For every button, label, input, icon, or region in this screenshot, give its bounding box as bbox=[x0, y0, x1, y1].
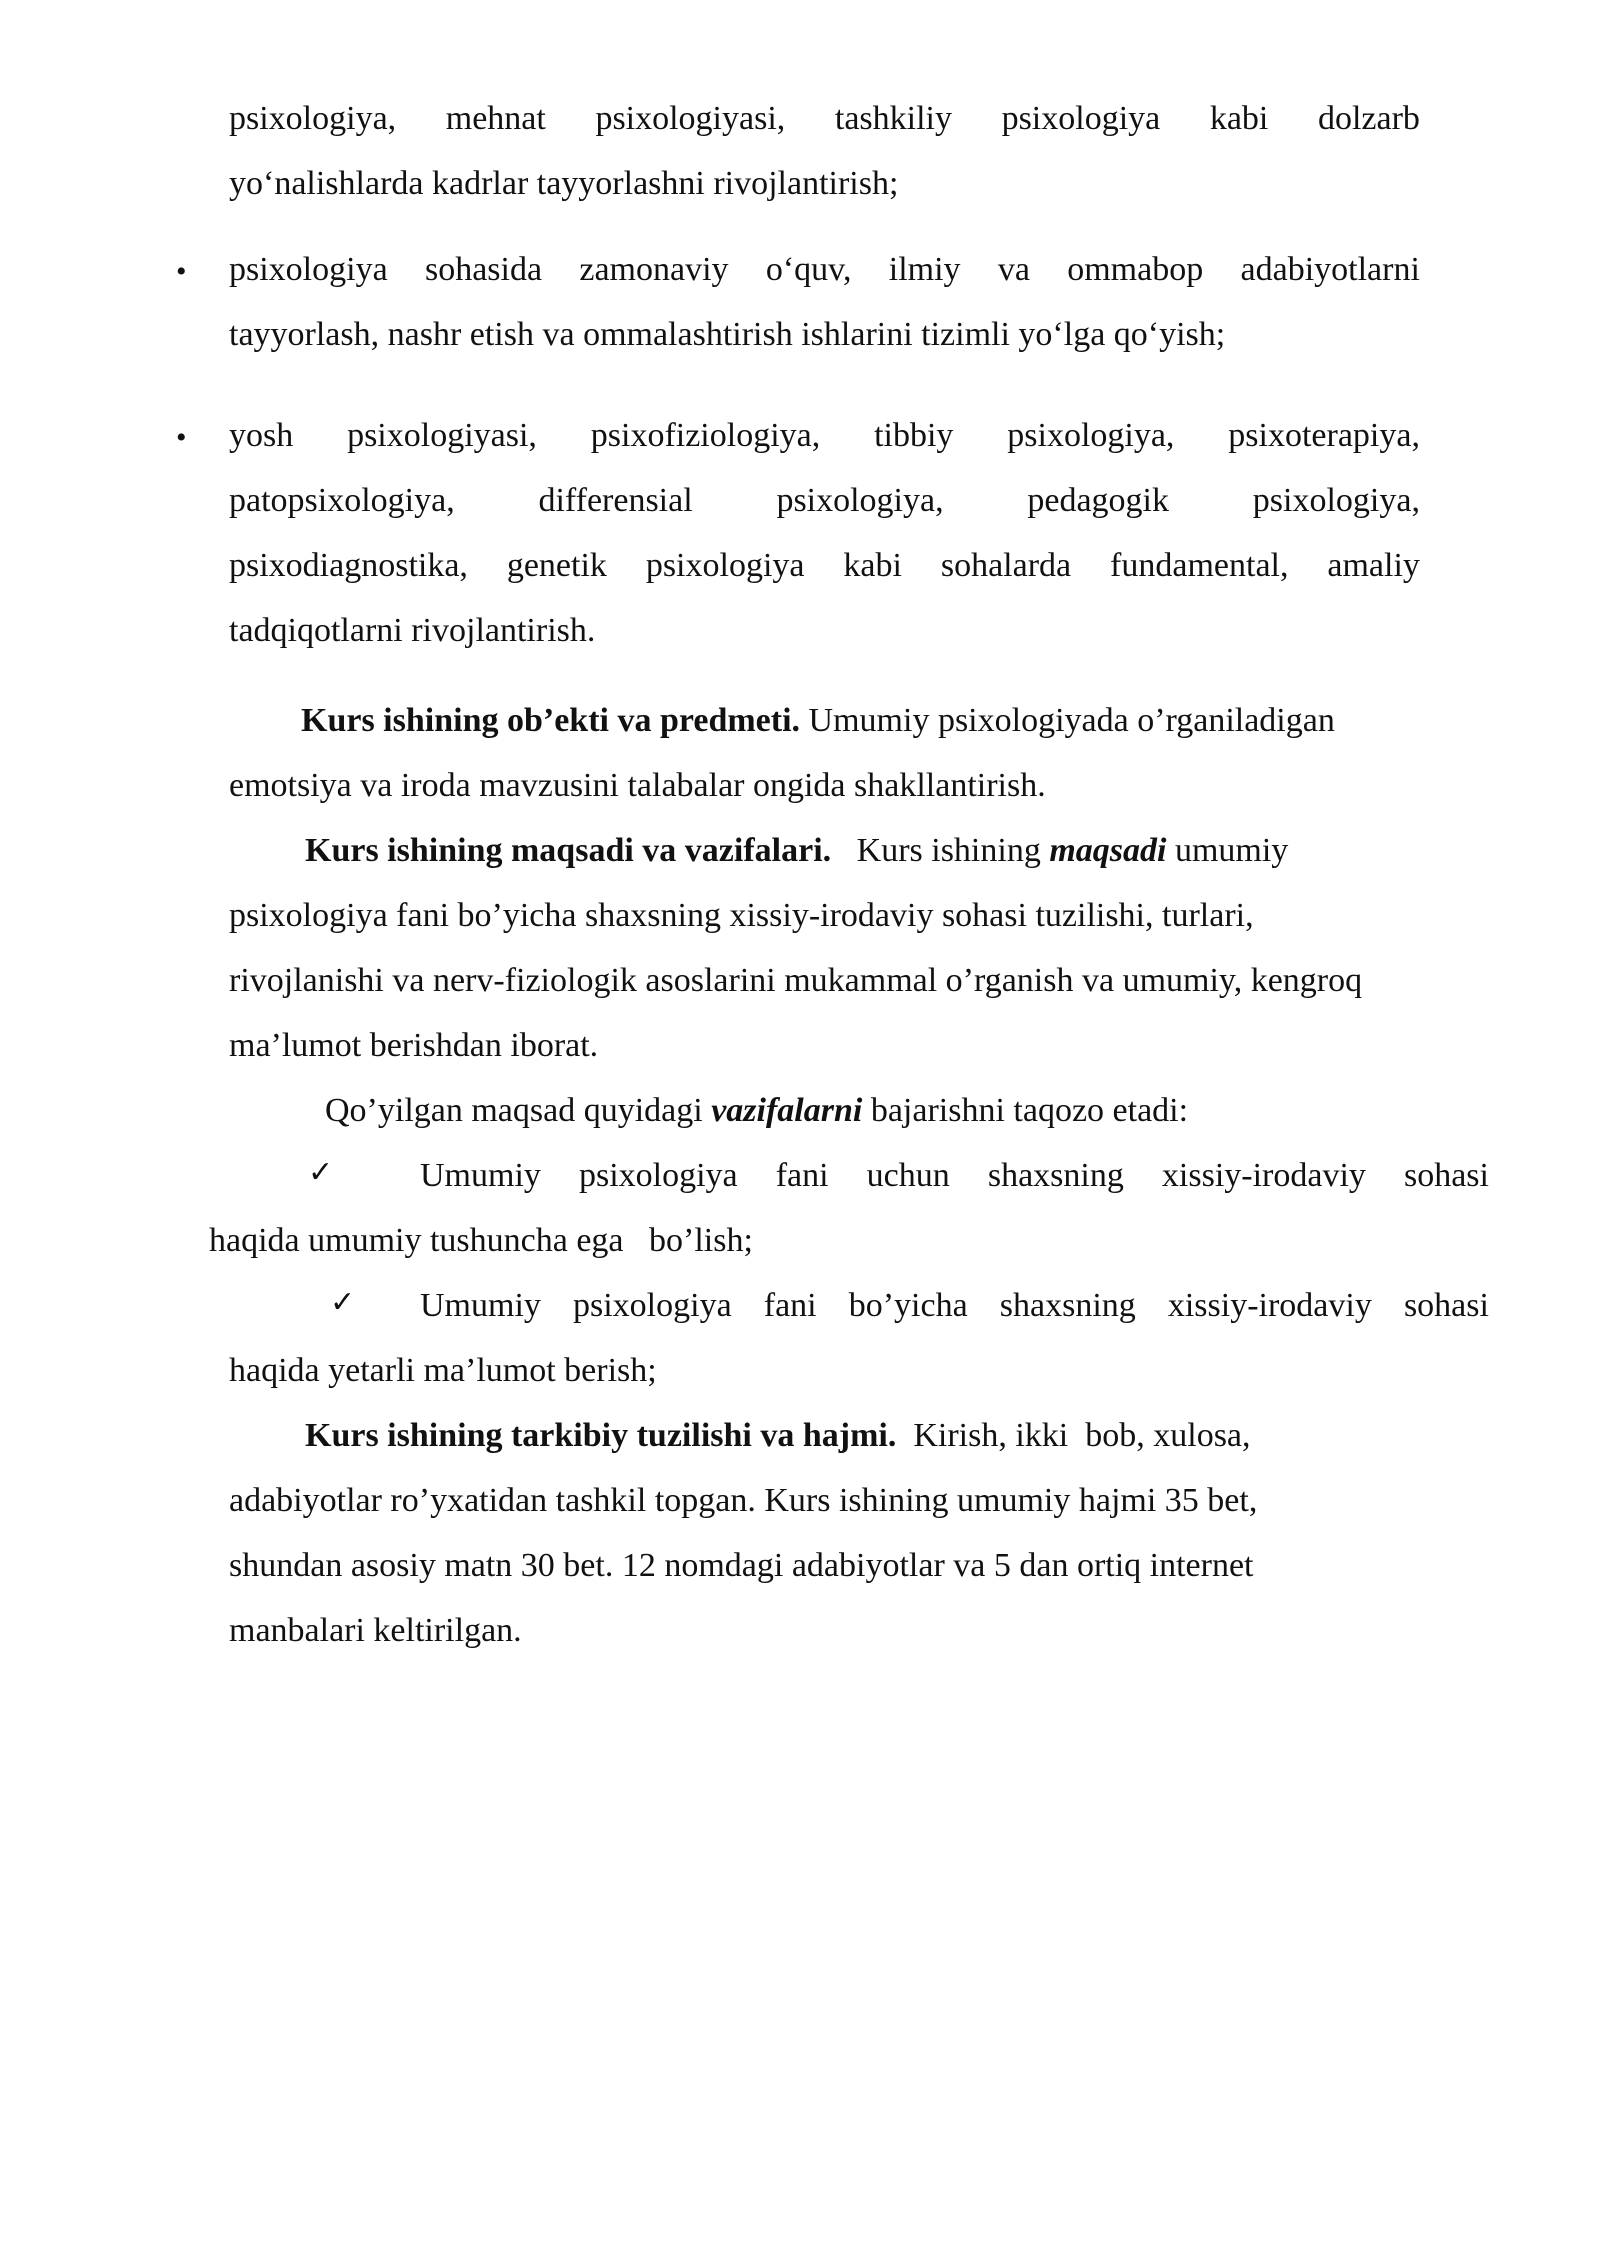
word: genetik bbox=[506, 547, 607, 584]
check-icon: ✓ bbox=[330, 1285, 356, 1320]
goal-line3: rivojlanishi va nerv-fiziologik asoslarini mukammal o’rganish va umumiy, kengroq bbox=[229, 962, 1363, 999]
bullet-item-1-line1 bbox=[229, 237, 1420, 302]
task-item-2 bbox=[229, 1273, 1489, 1403]
word: psixologiya, bbox=[1007, 417, 1175, 454]
word: yosh bbox=[229, 417, 294, 454]
word: psixoterapiya, bbox=[1228, 417, 1420, 454]
bullet-continuation-line1 bbox=[229, 86, 1420, 151]
word: sohasida bbox=[424, 251, 543, 288]
bullet-item-2 bbox=[229, 403, 1420, 663]
object-heading: Kurs ishining ob’ekti va predmeti. bbox=[301, 702, 801, 739]
word: fani bbox=[763, 1287, 817, 1324]
word: psixologiya, bbox=[229, 100, 397, 137]
tasks-intro-after: bajarishni taqozo etadi: bbox=[862, 1092, 1189, 1129]
object-paragraph bbox=[229, 688, 1489, 818]
word: va bbox=[997, 251, 1030, 288]
word: ilmiy bbox=[888, 251, 961, 288]
word: xissiy-irodaviy bbox=[1161, 1157, 1366, 1194]
word: amaliy bbox=[1327, 547, 1420, 584]
word: tashkiliy bbox=[834, 100, 952, 137]
word: psixologiyasi, bbox=[595, 100, 786, 137]
check-icon: ✓ bbox=[308, 1155, 334, 1190]
word: psixologiya bbox=[1001, 100, 1161, 137]
word: Umumiy bbox=[420, 1287, 541, 1324]
word: bo’yicha bbox=[848, 1287, 968, 1324]
word: psixodiagnostika, bbox=[229, 547, 468, 584]
word: fundamental, bbox=[1110, 547, 1289, 584]
task-item-2-line2: haqida yetarli ma’lumot berish; bbox=[229, 1352, 657, 1389]
word: shaxsning bbox=[999, 1287, 1136, 1324]
task-item-2-line1 bbox=[420, 1273, 1489, 1338]
structure-line2: adabiyotlar ro’yxatidan tashkil topgan. Kurs ishining umumiy hajmi 35 bet, bbox=[229, 1482, 1258, 1519]
bullet-item-2-line4: tadqiqotlarni rivojlantirish. bbox=[229, 612, 596, 649]
word: ommabop bbox=[1067, 251, 1204, 288]
word: psixologiya bbox=[645, 547, 805, 584]
bullet-item-1-line2: tayyorlash, nashr etish va ommalashtirish ishlarini tizimli yo‘lga qo‘yish; bbox=[229, 316, 1226, 353]
bullet-item-2-line3 bbox=[229, 533, 1420, 598]
word: psixologiya bbox=[573, 1287, 732, 1324]
word: o‘quv, bbox=[765, 251, 852, 288]
task-item-1-line2: haqida umumiy tushuncha ega bo’lish; bbox=[209, 1222, 753, 1259]
word: fani bbox=[775, 1157, 829, 1194]
structure-line4: manbalari keltirilgan. bbox=[229, 1612, 522, 1649]
word: kabi bbox=[1209, 100, 1269, 137]
word: sohasi bbox=[1403, 1287, 1489, 1324]
word: Umumiy bbox=[420, 1157, 541, 1194]
word: differensial bbox=[538, 482, 693, 519]
bullet-item-1 bbox=[229, 237, 1420, 367]
word: psixologiya bbox=[578, 1157, 738, 1194]
object-text-line2: emotsiya va iroda mavzusini talabalar ongida shakllantirish. bbox=[229, 767, 1046, 804]
goal-heading: Kurs ishining maqsadi va vazifalari. bbox=[305, 832, 832, 869]
bullet-item-2-line1 bbox=[229, 403, 1420, 468]
word: sohalarda bbox=[940, 547, 1072, 584]
goal-emph: maqsadi bbox=[1049, 832, 1167, 869]
object-text-line1: Umumiy psixologiyada o’rganiladigan bbox=[800, 702, 1335, 739]
word: sohasi bbox=[1403, 1157, 1489, 1194]
word: psixofiziologiya, bbox=[590, 417, 821, 454]
bullet-dot-2: • bbox=[176, 421, 187, 454]
structure-line1-text: Kirish, ikki bob, xulosa, bbox=[896, 1417, 1251, 1454]
goal-text-before: Kurs ishining bbox=[831, 832, 1050, 869]
word: psixologiya, bbox=[1252, 482, 1420, 519]
word: zamonaviy bbox=[579, 251, 729, 288]
bullet-item-2-line2 bbox=[229, 468, 1420, 533]
bullet-continuation-line2: yo‘nalishlarda kadrlar tayyorlashni rivojlantirish; bbox=[229, 165, 899, 202]
goal-paragraph bbox=[229, 818, 1489, 1078]
word: tibbiy bbox=[874, 417, 954, 454]
bullet-continuation bbox=[229, 86, 1420, 216]
bullet-dot-1: • bbox=[176, 255, 187, 288]
word: psixologiya bbox=[229, 251, 388, 288]
word: pedagogik bbox=[1027, 482, 1170, 519]
word: shaxsning bbox=[987, 1157, 1124, 1194]
task-item-1-line1 bbox=[420, 1143, 1489, 1208]
structure-paragraph bbox=[229, 1403, 1489, 1663]
task-item-1 bbox=[209, 1143, 1489, 1273]
goal-text-after: umumiy bbox=[1166, 832, 1289, 869]
word: uchun bbox=[866, 1157, 950, 1194]
structure-line3: shundan asosiy matn 30 bet. 12 nomdagi adabiyotlar va 5 dan ortiq internet bbox=[229, 1547, 1254, 1584]
word: psixologiyasi, bbox=[347, 417, 537, 454]
word: xissiy-irodaviy bbox=[1167, 1287, 1372, 1324]
goal-line4: ma’lumot berishdan iborat. bbox=[229, 1027, 599, 1064]
structure-heading: Kurs ishining tarkibiy tuzilishi va hajmi. bbox=[305, 1417, 897, 1454]
word: patopsixologiya, bbox=[229, 482, 455, 519]
word: dolzarb bbox=[1317, 100, 1420, 137]
word: psixologiya, bbox=[776, 482, 944, 519]
goal-line2: psixologiya fani bo’yicha shaxsning xissiy-irodaviy sohasi tuzilishi, turlari, bbox=[229, 897, 1254, 934]
tasks-intro-emph: vazifalarni bbox=[711, 1092, 863, 1129]
word: kabi bbox=[843, 547, 902, 584]
word: adabiyotlarni bbox=[1240, 251, 1420, 288]
tasks-intro bbox=[325, 1078, 1425, 1143]
word: mehnat bbox=[445, 100, 546, 137]
tasks-intro-before: Qo’yilgan maqsad quyidagi bbox=[325, 1092, 712, 1129]
